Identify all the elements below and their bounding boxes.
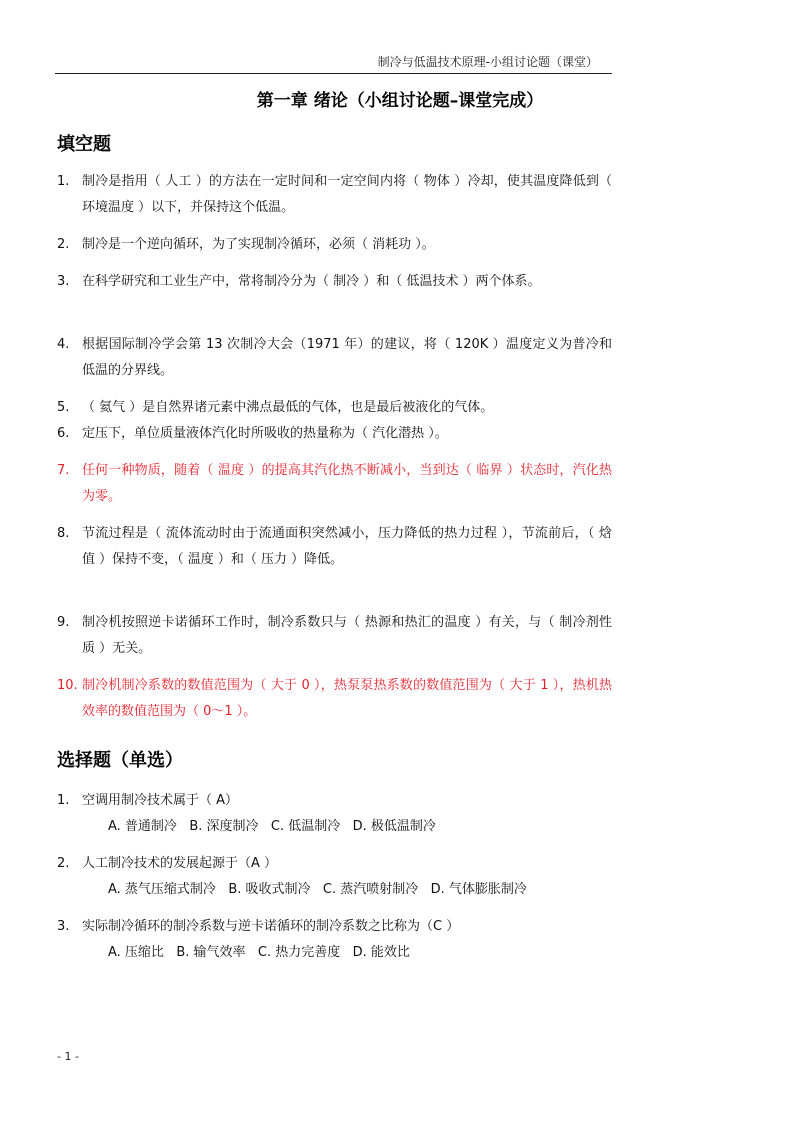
fill-blank-heading: 填空题 xyxy=(57,134,111,155)
fill-blank-question: 节流过程是（ 流体流动时由于流通面积突然减小，压力降低的热力过程 ），节流前后，（ 焓值 ）保持不变，（ 温度 ）和（ 压力 ）降低。 xyxy=(82,526,612,567)
question-number: 4. xyxy=(57,337,70,352)
question-number: 5. xyxy=(57,400,70,415)
choice-question: 空调用制冷技术属于（ A） xyxy=(82,793,239,808)
choice-options: A. 蒸气压缩式制冷 B. 吸收式制冷 C. 蒸汽喷射制冷 D. 气体膨胀制冷 xyxy=(108,882,527,897)
page-header-rule xyxy=(55,73,612,74)
question-number: 2. xyxy=(57,237,70,252)
fill-blank-question: 任何一种物质，随着（ 温度 ）的提高其汽化热不断减小，当到达（ 临界 ）状态时，汽化热为零。 xyxy=(82,463,612,504)
chapter-title: 第一章 绪论（小组讨论题–课堂完成） xyxy=(256,91,544,111)
question-number: 3. xyxy=(57,919,70,934)
choice-options: A. 普通制冷 B. 深度制冷 C. 低温制冷 D. 极低温制冷 xyxy=(108,819,436,834)
fill-blank-question: 制冷是指用（ 人工 ）的方法在一定时间和一定空间内将（ 物体 ）冷却，使其温度降低到（ 环境温度 ）以下，并保持这个低温。 xyxy=(82,174,612,215)
choice-question: 人工制冷技术的发展起源于（A ） xyxy=(82,856,278,871)
page-number: - 1 - xyxy=(57,1050,79,1063)
page-header-text: 制冷与低温技术原理-小组讨论题（课堂） xyxy=(377,55,598,69)
multiple-choice-heading: 选择题（单选） xyxy=(57,750,183,771)
question-number: 1. xyxy=(57,174,70,189)
question-number: 6. xyxy=(57,426,70,441)
fill-blank-question: 定压下，单位质量液体汽化时所吸收的热量称为（ 汽化潜热 ）。 xyxy=(82,426,448,441)
question-number: 8. xyxy=(57,526,70,541)
choice-question: 实际制冷循环的制冷系数与逆卡诺循环的制冷系数之比称为（C ） xyxy=(82,919,460,934)
fill-blank-question: 根据国际制冷学会第 13 次制冷大会（1971 年）的建议，将（ 120K ）温度定义为普冷和低温的分界线。 xyxy=(82,337,612,378)
fill-blank-question: 制冷是一个逆向循环，为了实现制冷循环，必须（ 消耗功 ）。 xyxy=(82,237,435,252)
fill-blank-question: 在科学研究和工业生产中，常将制冷分为（ 制冷 ）和（ 低温技术 ）两个体系。 xyxy=(82,274,541,289)
question-number: 1. xyxy=(57,793,70,808)
question-number: 3. xyxy=(57,274,70,289)
question-number: 9. xyxy=(57,615,70,630)
fill-blank-question: 制冷机按照逆卡诺循环工作时，制冷系数只与（ 热源和热汇的温度 ）有关，与（ 制冷剂性质 ）无关。 xyxy=(82,615,612,656)
fill-blank-question: （ 氦气 ）是自然界诸元素中沸点最低的气体，也是最后被液化的气体。 xyxy=(82,400,494,415)
question-number: 10. xyxy=(57,678,78,693)
question-number: 7. xyxy=(57,463,70,478)
choice-options: A. 压缩比 B. 输气效率 C. 热力完善度 D. 能效比 xyxy=(108,945,410,960)
question-number: 2. xyxy=(57,856,70,871)
fill-blank-question: 制冷机制冷系数的数值范围为（ 大于 0 ），热泵泵热系数的数值范围为（ 大于 1 ），热机热效率的数值范围为（ 0～1 ）。 xyxy=(82,678,612,719)
